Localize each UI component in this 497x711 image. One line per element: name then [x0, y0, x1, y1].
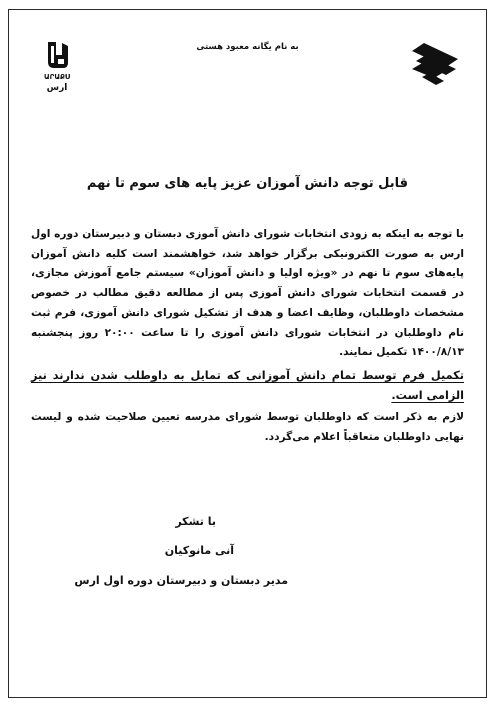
stripes-emblem-icon [410, 41, 460, 85]
school-logo-icon [39, 39, 75, 97]
notice-title: قابل توجه دانش آموزان عزیز پایه های سوم تا نهم [86, 176, 409, 191]
school-logo [39, 39, 75, 97]
body-paragraph-1: با توجه به اینکه به زودی انتخابات شورای دانش آموزی دبستان و دبیرستان دوره اول ارس به صورت الکترونیکی برگزار خواهد شد، خواهشمند است کلیه دانش آموزان پایه‌های سوم تا نهم در «ویژه اولیا و دانش آموزان» سیستم جامع آموزش مجازی، در قسمت انتخابات شورای دانش آموزی پس از مطالعه دقیق مطالب در خصوص مشخصات داوطلبان، وظایف اعضا و هدف از تشکیل شورای دانش آموزی، فرم ثبت نام داوطلبان در انتخابات شورای دانش آموزی را تا ساعت ۲۰:۰۰ روز پنجشنبه ۱۴۰۰/۸/۱۳ تکمیل نمایند. [31, 228, 464, 359]
logo-text-persian: ارس [46, 83, 68, 93]
logo-text-armenian: ԱՐԱՔՍ [43, 73, 71, 81]
document-page [8, 9, 487, 698]
body-paragraph-2: تکمیل فرم توسط تمام دانش آموزانی که تمایل به داوطلب شدن ندارند نیز الزامی است. [31, 368, 464, 402]
emblem-logo [410, 41, 460, 85]
signature-name: آنی مانوکیان [164, 544, 234, 557]
notice-body [31, 225, 464, 448]
signature-role: مدیر دبستان و دبیرستان دوره اول ارس [74, 574, 288, 587]
signature-thanks: با تشکر [175, 515, 216, 528]
body-paragraph-3: لازم به ذکر است که داوطلبان توسط شورای مدرسه تعیین صلاحیت شده و لیست نهایی داوطلبان متعاقباً اعلام می‌گردد. [31, 411, 464, 444]
header-invocation: به نام یگانه معبود هستی [196, 42, 299, 52]
